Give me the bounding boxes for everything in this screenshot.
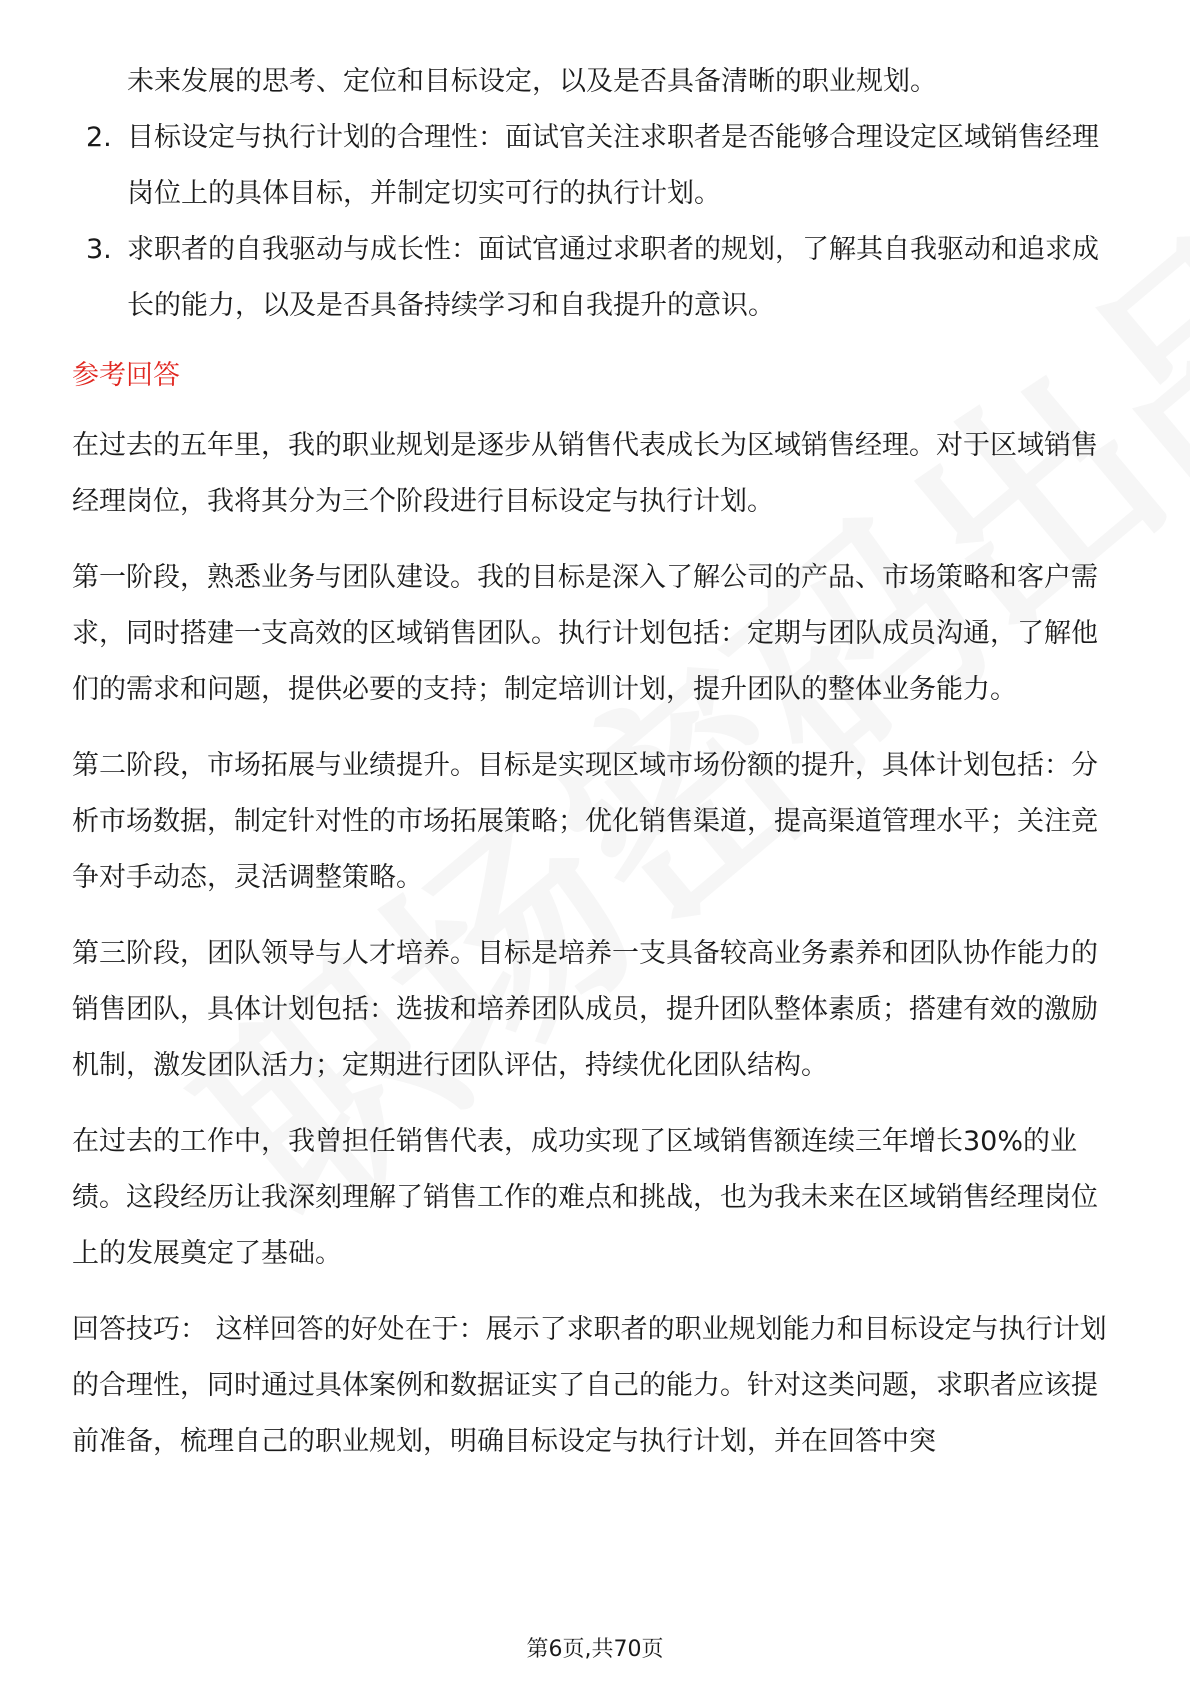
list-item-text: 目标设定与执行计划的合理性：面试官关注求职者是否能够合理设定区域销售经理岗位上的具体目标，并制定切实可行的执行计划。 (127, 122, 1099, 209)
answer-paragraph-intro: 在过去的五年里，我的职业规划是逐步从销售代表成长为区域销售经理。对于区域销售经理岗位，我将其分为三个阶段进行目标设定与执行计划。 (72, 430, 1098, 517)
list-item-number: 2. (86, 122, 112, 153)
list-item-number: 3. (86, 234, 112, 265)
list-item-continuation: 未来发展的思考、定位和目标设定，以及是否具备清晰的职业规划。 (127, 66, 937, 97)
answer-paragraph-stage-2: 第二阶段，市场拓展与业绩提升。目标是实现区域市场份额的提升，具体计划包括：分析市场数据，制定针对性的市场拓展策略；优化销售渠道，提高渠道管理水平；关注竞争对手动态，灵活调整策略。 (72, 750, 1098, 893)
list-item (72, 222, 1122, 334)
section-heading: 参考回答 (72, 360, 180, 391)
list-item-text: 求职者的自我驱动与成长性：面试官通过求职者的规划，了解其自我驱动和追求成长的能力，以及是否具备持续学习和自我提升的意识。 (127, 234, 1099, 321)
answer-paragraph-experience: 在过去的工作中，我曾担任销售代表，成功实现了区域销售额连续三年增长30%的业绩。这段经历让我深刻理解了销售工作的难点和挑战，也为我未来在区域销售经理岗位上的发展奠定了基础。 (72, 1126, 1098, 1269)
page-number-footer: 第6页,共70页 (526, 1637, 664, 1662)
answer-tips-paragraph: 回答技巧： 这样回答的好处在于：展示了求职者的职业规划能力和目标设定与执行计划的合理性，同时通过具体案例和数据证实了自己的能力。针对这类问题，求职者应该提前准备，梳理自己的职业规划，明确目标设定与执行计划，并在回答中突 (72, 1314, 1107, 1457)
answer-paragraph-stage-3: 第三阶段，团队领导与人才培养。目标是培养一支具备较高业务素养和团队协作能力的销售团队，具体计划包括：选拔和培养团队成员，提升团队整体素质；搭建有效的激励机制，激发团队活力；定期进行团队评估，持续优化团队结构。 (72, 938, 1098, 1081)
list-item (72, 110, 1122, 222)
page-content (72, 54, 1122, 1490)
answer-paragraph-stage-1: 第一阶段，熟悉业务与团队建设。我的目标是深入了解公司的产品、市场策略和客户需求，同时搭建一支高效的区域销售团队。执行计划包括：定期与团队成员沟通，了解他们的需求和问题，提供必要的支持；制定培训计划，提升团队的整体业务能力。 (72, 562, 1098, 705)
